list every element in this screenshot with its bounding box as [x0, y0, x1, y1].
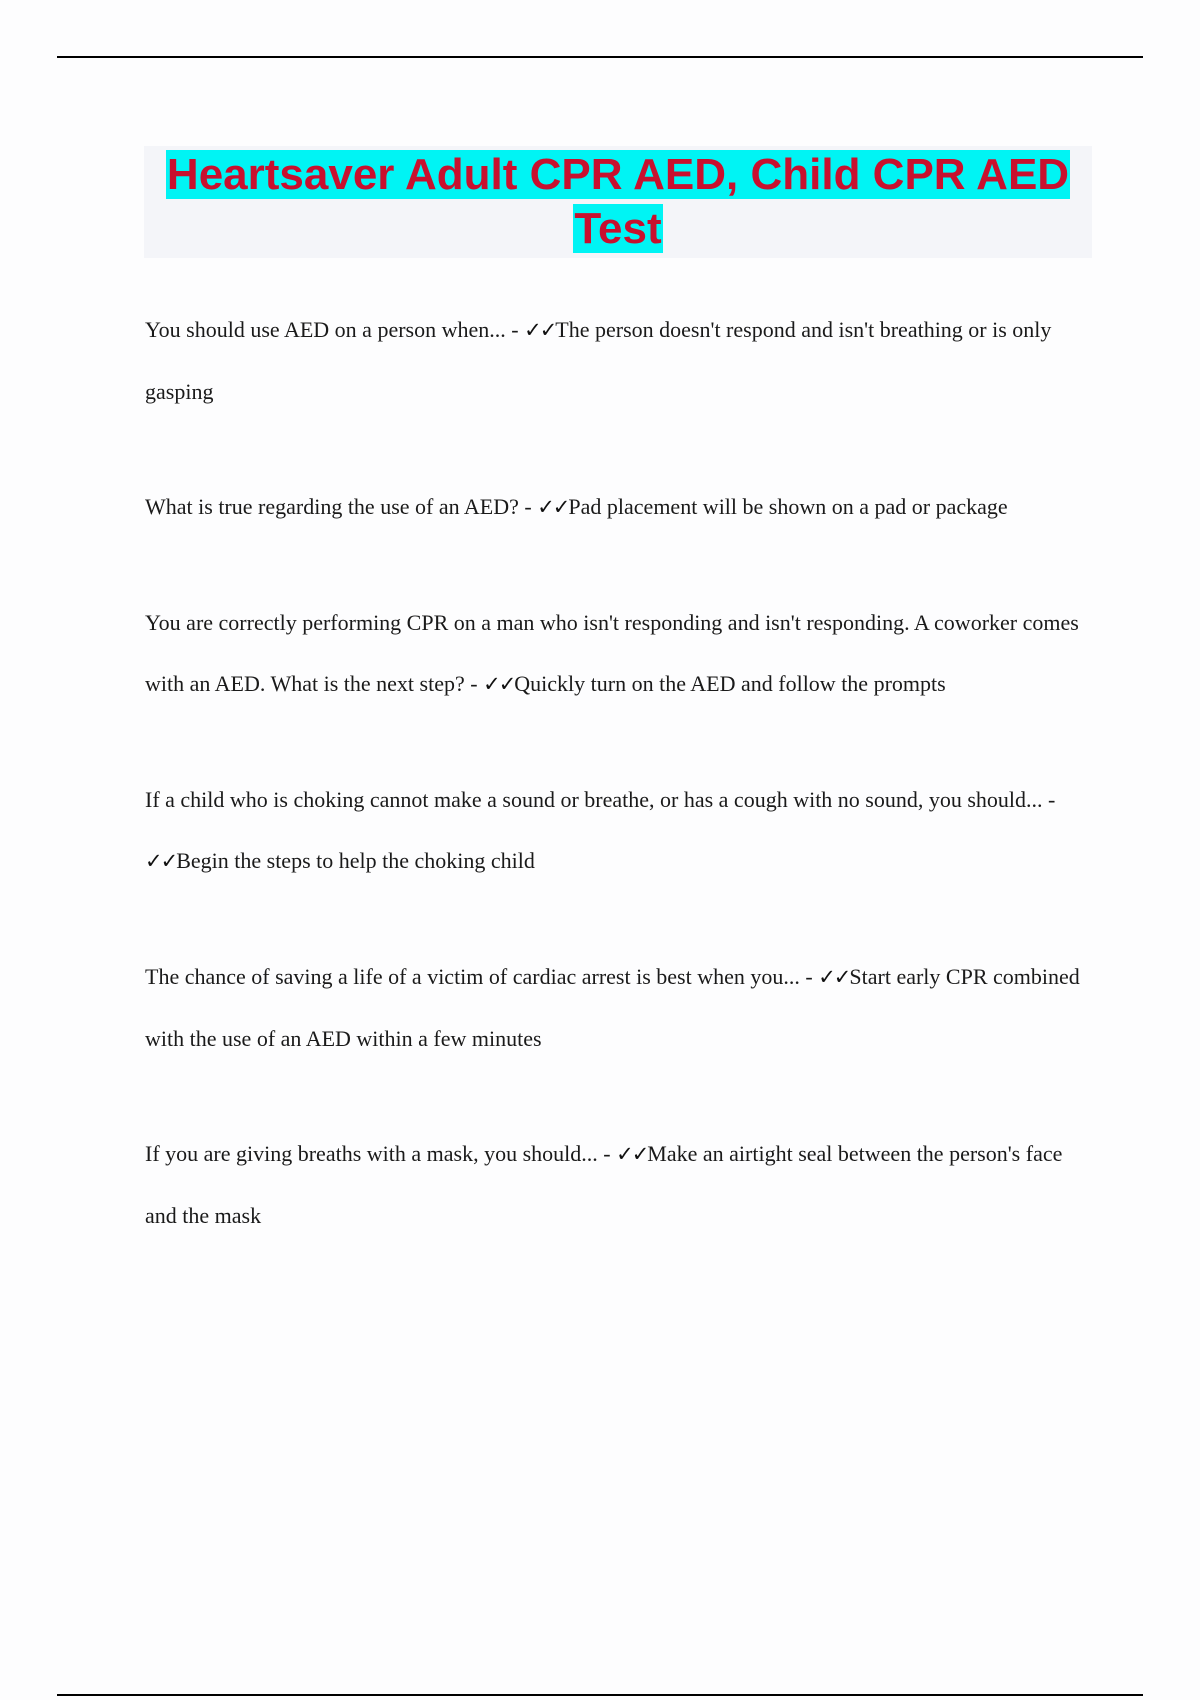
double-check-icon: ✓✓ — [818, 965, 850, 989]
double-check-icon: ✓✓ — [616, 1142, 648, 1166]
separator: - — [1042, 787, 1056, 812]
double-check-icon: ✓✓ — [537, 495, 569, 519]
question-text: If a child who is choking cannot make a sound or breathe, or has a cough with no sound, you should... — [145, 787, 1043, 812]
double-check-icon: ✓✓ — [524, 318, 556, 342]
separator: - — [505, 317, 525, 342]
question-text: What is true regarding the use of an AED? — [145, 494, 519, 519]
answer-text: Begin the steps to help the choking child — [176, 848, 535, 873]
qa-item — [145, 1123, 1085, 1246]
separator: - — [464, 671, 484, 696]
separator: - — [597, 1141, 617, 1166]
bottom-rule — [57, 1694, 1143, 1696]
qa-item — [145, 946, 1085, 1069]
top-rule — [57, 56, 1143, 58]
question-text: If you are giving breaths with a mask, you should... — [145, 1141, 598, 1166]
double-check-icon: ✓✓ — [145, 849, 177, 873]
document-title — [144, 146, 1092, 256]
answer-text: Make an airtight seal between the person's face and the mask — [145, 1141, 1063, 1228]
qa-item — [145, 769, 1085, 892]
answer-text: Start early CPR combined with the use of an AED within a few minutes — [145, 964, 1080, 1051]
answer-text: Pad placement will be shown on a pad or package — [568, 494, 1008, 519]
double-check-icon: ✓✓ — [483, 672, 515, 696]
qa-item — [145, 299, 1085, 422]
qa-item — [145, 592, 1085, 715]
question-text: You should use AED on a person when... — [145, 317, 506, 342]
answer-text: The person doesn't respond and isn't breathing or is only gasping — [145, 317, 1052, 404]
document-title-highlight: Heartsaver Adult CPR AED, Child CPR AED Test — [166, 150, 1070, 253]
title-box — [144, 146, 1092, 258]
qa-list — [145, 299, 1085, 1300]
qa-item — [145, 476, 1085, 538]
separator: - — [799, 964, 819, 989]
question-text: The chance of saving a life of a victim of cardiac arrest is best when you... — [145, 964, 800, 989]
separator: - — [518, 494, 538, 519]
question-text: You are correctly performing CPR on a man who isn't responding and isn't responding. A coworker comes with an AED. What is the next step? — [145, 610, 1079, 696]
answer-text: Quickly turn on the AED and follow the prompts — [514, 671, 946, 696]
